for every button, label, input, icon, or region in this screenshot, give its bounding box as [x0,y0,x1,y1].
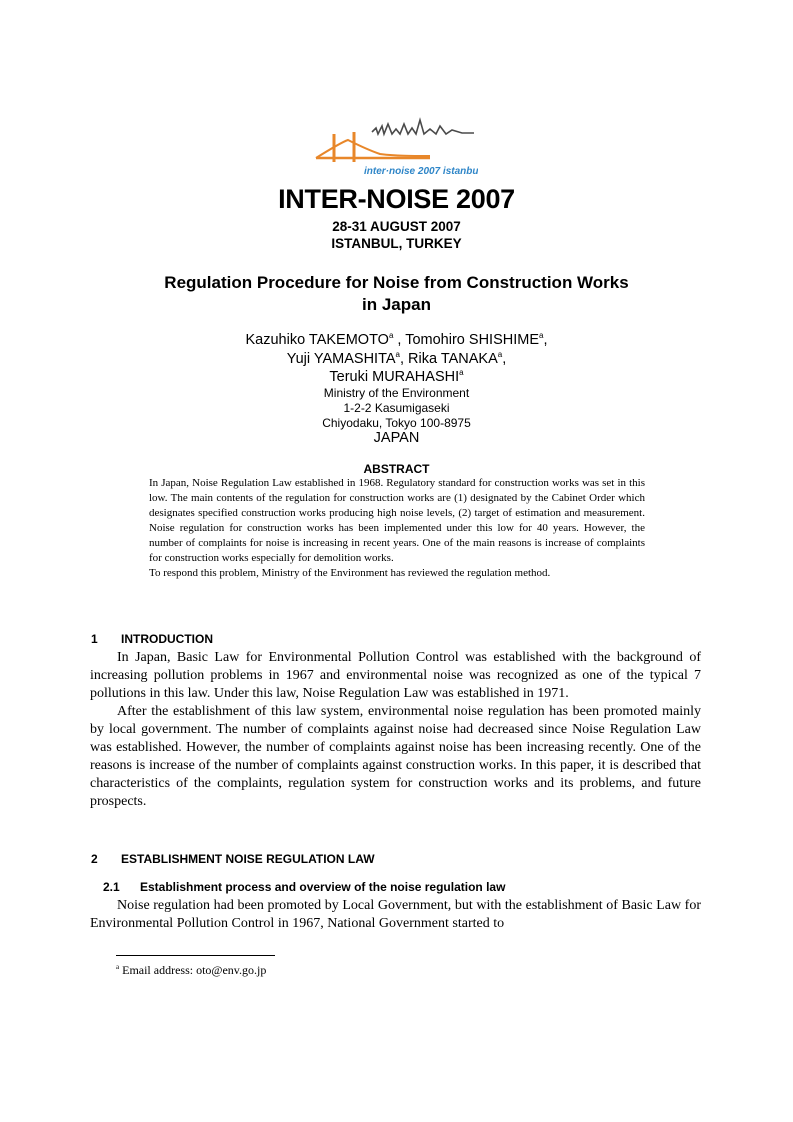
author-name: Kazuhiko TAKEMOTO [245,332,389,348]
affiliation-country: JAPAN [373,430,420,446]
abstract-paragraph: To respond this problem, Ministry of the Environment has reviewed the regulation method. [149,567,551,579]
author-name: , Rika TANAKA [399,351,498,367]
paper-title [0,272,793,316]
body-paragraph: In Japan, Basic Law for Environmental Pollution Control was established with the background of increasing pollution problems in 1967 and environmental noise was recognized as one of the typical 7 pollutions in this law. Under this law, Noise Regulation Law was established in 1971. [90,650,701,701]
section-title: INTRODUCTION [121,632,213,646]
separator-comma: , [502,351,507,367]
separator-comma: , [543,332,548,348]
conference-title: INTER-NOISE 2007 [278,184,515,214]
subsection-body [90,897,701,933]
paper-title-line-1: Regulation Procedure for Noise from Construction Works [164,273,629,292]
section-heading-introduction [91,632,213,646]
body-paragraph: After the establishment of this law system, environmental noise regulation has been promoted mainly by local government. The number of complaints against noise had decreased since Noise Regulation Law was established. However, the number of complaints against noise has been increasing recently. One of the reasons is increase of the number of complaints against construction works. In this paper, it is described that characteristics of the complaints, regulation system for construction works and its problems, and future prospects. [90,704,701,809]
body-paragraph: Noise regulation had been promoted by Local Government, but with the establishment of Basic Law for Environmental Pollution Control in 1967, National Government started to [90,898,701,931]
authors-line-2 [0,350,793,369]
affiliation-mark: a [497,350,503,359]
conference-location: ISTANBUL, TURKEY [331,236,462,251]
affiliation-city: Chiyodaku, Tokyo 100-8975 [322,416,471,430]
section-number: 1 [91,632,98,646]
footnote-text: Email address: oto@env.go.jp [119,963,267,977]
introduction-body [90,649,701,811]
author-name: Teruki MURAHASHI [329,369,460,385]
bridge-logo-graphic [312,112,478,178]
footnote-rule [116,955,275,956]
subsection-heading [103,880,505,894]
section-title: ESTABLISHMENT NOISE REGULATION LAW [121,852,375,866]
affiliation-mark: a [395,350,400,359]
abstract-heading: ABSTRACT [363,462,430,476]
footnote-mark: a [116,963,120,971]
logo-text: inter·noise 2007 istanbul [364,166,478,177]
section-heading-establishment [91,852,375,866]
affiliation-address: 1-2-2 Kasumigaseki [343,401,450,415]
abstract-paragraph: In Japan, Noise Regulation Law established in 1968. Regulatory standard for construction works was set in this low. The main contents of the regulation for construction works are (1) designated by the Cabinet Order which designates specified construction works producing high noise levels, (2) target of estimation and measurement. Noise regulation for construction works has been implemented under this low for 40 years. However, the number of complaints for noise is increasing in recent years. One of the main reasons is increase of complaints for construction works especially for demolition works. [149,477,645,564]
affiliation-organization: Ministry of the Environment [323,386,470,400]
footnote [116,963,266,978]
affiliation-mark: a [539,331,544,340]
affiliation-mark: a [459,368,464,377]
subsection-title: Establishment process and overview of the noise regulation law [140,880,506,894]
authors-line-3 [0,368,793,387]
abstract-body [149,476,645,581]
author-name: , Tomohiro SHISHIME [393,332,539,348]
affiliation-mark: a [388,331,394,340]
author-name: Yuji YAMASHITA [286,351,396,367]
paper-title-line-2: in Japan [362,295,431,314]
conference-dates: 28-31 AUGUST 2007 [332,219,461,234]
section-number: 2 [91,852,98,866]
skyline-shape [372,120,474,134]
conference-logo [312,112,478,178]
subsection-number: 2.1 [103,880,120,894]
authors-line-1 [0,331,793,350]
